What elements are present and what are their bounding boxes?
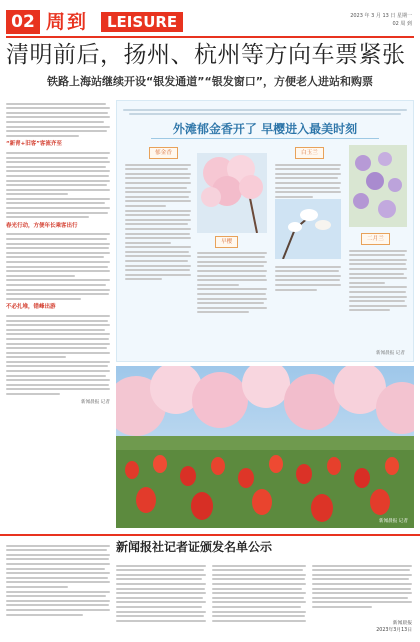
feature-intro [123, 106, 407, 118]
notice-column-3 [312, 562, 412, 611]
photo-byline: 新闻晨报 记者 [378, 519, 408, 524]
page-header [0, 4, 420, 38]
tulip-field-illustration [116, 366, 414, 528]
headline: 清明前后，扬州、杭州等方向车票紧张 [6, 42, 406, 68]
page-line: 02 周 到 [392, 21, 412, 27]
feature-byline: 新闻晨报 记者 [375, 351, 405, 356]
feature-column-3 [275, 161, 341, 200]
folio-date: 2023年3月13日 [376, 628, 412, 633]
magnolia-illustration [275, 199, 341, 259]
feature-column-3b [275, 263, 341, 293]
notice-column-2 [212, 562, 306, 624]
tag-tulip: 郁金香 [149, 147, 178, 159]
folio-paper-name: 新闻晨报 [392, 621, 412, 626]
section-head-2: 春光行动，方便年长乘客出行 [6, 222, 78, 229]
issue-date-line: 2023 年 3 月 13 日 星期一 [350, 13, 412, 19]
folio [376, 620, 412, 634]
notice-column-1 [116, 562, 206, 624]
tulip-cherry-photo [116, 366, 414, 528]
feature-title: 外滩郁金香开了 早樱进入最美时刻 [172, 122, 358, 136]
article-byline: 新闻晨报 记者 [80, 400, 110, 406]
paragraph [6, 315, 110, 395]
feature-column-1 [125, 161, 191, 283]
feature-column-4 [349, 247, 407, 314]
section-tag: LEISURE [101, 12, 183, 32]
feature-column-2 [197, 249, 267, 316]
bottom-left-column [6, 542, 110, 618]
violet-flowers-illustration [349, 145, 407, 227]
section-head-3: 不必扎堆，错峰出游 [6, 304, 56, 311]
tag-cherry: 早樱 [215, 236, 238, 248]
feature-panel [116, 100, 414, 362]
magnolia-photo [275, 199, 341, 259]
section-name: 周到 [46, 11, 89, 33]
subheadline: 铁路上海站继续开设“银发通道”“银发窗口”，方便老人进站和购票 [47, 75, 373, 88]
orychophragmus-photo [349, 145, 407, 227]
article-column [6, 100, 110, 407]
page-number: 02 [6, 10, 40, 34]
feature-title-rule [151, 138, 379, 139]
cherry-photo [197, 153, 267, 233]
lead-paragraph [6, 103, 110, 137]
paragraph [6, 152, 110, 218]
notice-title: 新闻报社记者证颁发名单公示 [116, 540, 273, 554]
tag-orychophragmus: 二月兰 [361, 233, 390, 245]
section-head-1: “新青+旧客”客流齐至 [6, 141, 62, 148]
paragraph [6, 233, 110, 299]
issue-meta [292, 12, 412, 28]
header-rule [6, 36, 414, 38]
tag-magnolia: 白玉兰 [295, 147, 324, 159]
cherry-blossom-illustration [197, 153, 267, 233]
